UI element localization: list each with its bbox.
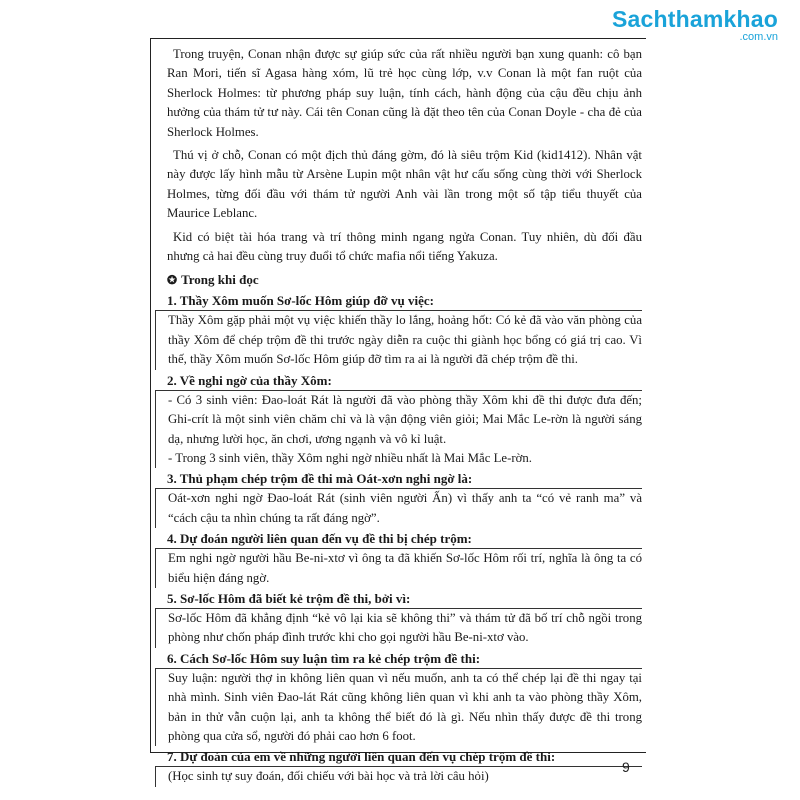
answer-text: Thầy Xôm gặp phải một vụ việc khiến thầy lo lắng, hoảng hốt: Có kẻ đã vào văn phòng của thầy Xôm để chép trộm đề thi trước ngày diễn ra cuộc thi giành học bổng có giá trị cao. Vì thế, thầy Xôm muốn Sơ-lốc Hôm giúp đỡ tìm ra ai là người đã chép trộm đề thi. (168, 313, 642, 367)
answer-box (155, 766, 642, 786)
intro-paragraph: Trong truyện, Conan nhận được sự giúp sức của rất nhiều người bạn xung quanh: cô bạn Ran Mori, tiến sĩ Agasa hàng xóm, lũ trẻ học cùng lớp, v.v Conan là một fan ruột của Sherlock Holmes: từ phương pháp suy luận, tính cách, hành động của cậu đều chịu ảnh hưởng của thám tử tư này. Cái tên Conan cũng là đặt theo tên của Conan Doyle - cha đẻ của Sherlock Holmes. (167, 47, 642, 139)
answer-box (155, 310, 642, 369)
question-block (167, 372, 642, 469)
answer-text: (Học sinh tự suy đoán, đối chiếu với bài học và trả lời câu hỏi) (168, 769, 489, 784)
answer-box (155, 668, 642, 747)
question-block (167, 470, 642, 528)
question-title: 3. Thủ phạm chép trộm đề thi mà Oát-xơn nghi ngờ là: (167, 471, 473, 487)
intro-paragraph: Kid có biệt tài hóa trang và trí thông minh ngang ngửa Conan. Tuy nhiên, dù đối đầu nhưng cả hai đều cùng truy đuổi tổ chức mafia nổi tiếng Yakuza. (167, 229, 642, 264)
page-content (150, 38, 646, 784)
intro-paragraph: Thú vị ở chỗ, Conan có một địch thủ đáng gờm, đó là siêu trộm Kid (kid1412). Nhân vật này được lấy hình mẫu từ Arsène Lupin một nhân vật hư cấu sống cùng thời với Sherlock Holmes, từng đối đầu với thám tử người Anh vài lần trong một số tập tiểu thuyết của Maurice Leblanc. (167, 148, 642, 221)
question-block (167, 650, 642, 747)
answer-box (155, 488, 642, 528)
question-title: 5. Sơ-lốc Hôm đã biết kẻ trộm đề thi, bởi vì: (167, 590, 411, 606)
answer-text: - Trong 3 sinh viên, thầy Xôm nghi ngờ nhiều nhất là Mai Mắc Le-rờn. (168, 450, 532, 465)
question-block (167, 590, 642, 648)
answer-text: Oát-xơn nghi ngờ Đao-loát Rát (sinh viên người Ấn) vì thấy anh ta “có vẻ ranh ma” và “cách cậu ta nhìn chúng ta rất đáng ngờ”. (168, 491, 642, 525)
star-icon: ✪ (167, 273, 178, 288)
question-title: 4. Dự đoán người liên quan đến vụ đề thi bị chép trộm: (167, 531, 472, 547)
section-heading (167, 270, 642, 290)
answer-box (155, 548, 642, 588)
answer-box (155, 390, 642, 469)
question-block (167, 292, 642, 369)
answer-box (155, 608, 642, 648)
question-title: 6. Cách Sơ-lốc Hôm suy luận tìm ra kẻ chép trộm đề thi: (167, 650, 481, 666)
question-title: 7. Dự đoán của em về những người liên quan đến vụ chép trộm đề thi: (167, 749, 556, 765)
page-number: 9 (622, 759, 630, 775)
question-block (167, 748, 642, 786)
answer-text: Sơ-lốc Hôm đã khẳng định “kẻ vô lại kia sẽ không thi” và thám tử đã bố trí chỗ ngồi trong phòng như chốn pháp đình trước khi cho gọi người hầu Be-ni-xtơ vào. (168, 610, 642, 645)
logo-domain-text: .com.vn (739, 31, 778, 43)
question-block (167, 530, 642, 588)
answer-text: Em nghi ngờ người hầu Be-ni-xtơ vì ông ta đã khiến Sơ-lốc Hôm rối trí, nghĩa là ông ta có biểu hiện đáng ngờ. (168, 551, 642, 585)
section-heading-text: Trong khi đọc (181, 272, 259, 288)
question-title: 1. Thầy Xôm muốn Sơ-lốc Hôm giúp đỡ vụ việc: (167, 293, 434, 309)
answer-text: Suy luận: người thợ in không liên quan vì nếu muốn, anh ta có thể chép lại đề thi ngay tại nhà mình. Sinh viên Đao-lát Rát cũng không liên quan vì khi anh ta vào phòng thầy Xôm, bản in thử vẫn cuộn lại, anh ta không thể biết đó là gì. Nếu nhìn thấy được đề thi trong phòng qua cửa sổ, người đó phải cao hơn 6 foot. (168, 670, 642, 743)
answer-text: - Có 3 sinh viên: Đao-loát Rát là người đã vào phòng thầy Xôm khi đề thi được đưa đến; Ghi-crít là một sinh viên chăm chỉ và là vận động viên giỏi; Mai Mắc Le-rờn là người sáng dạ, nhưng lười học, ăn chơi, ương ngạnh và vô kỉ luật. (168, 392, 642, 446)
question-title: 2. Về nghi ngờ của thầy Xôm: (167, 372, 332, 388)
logo-main-text: Sachthamkhao (611, 6, 778, 32)
